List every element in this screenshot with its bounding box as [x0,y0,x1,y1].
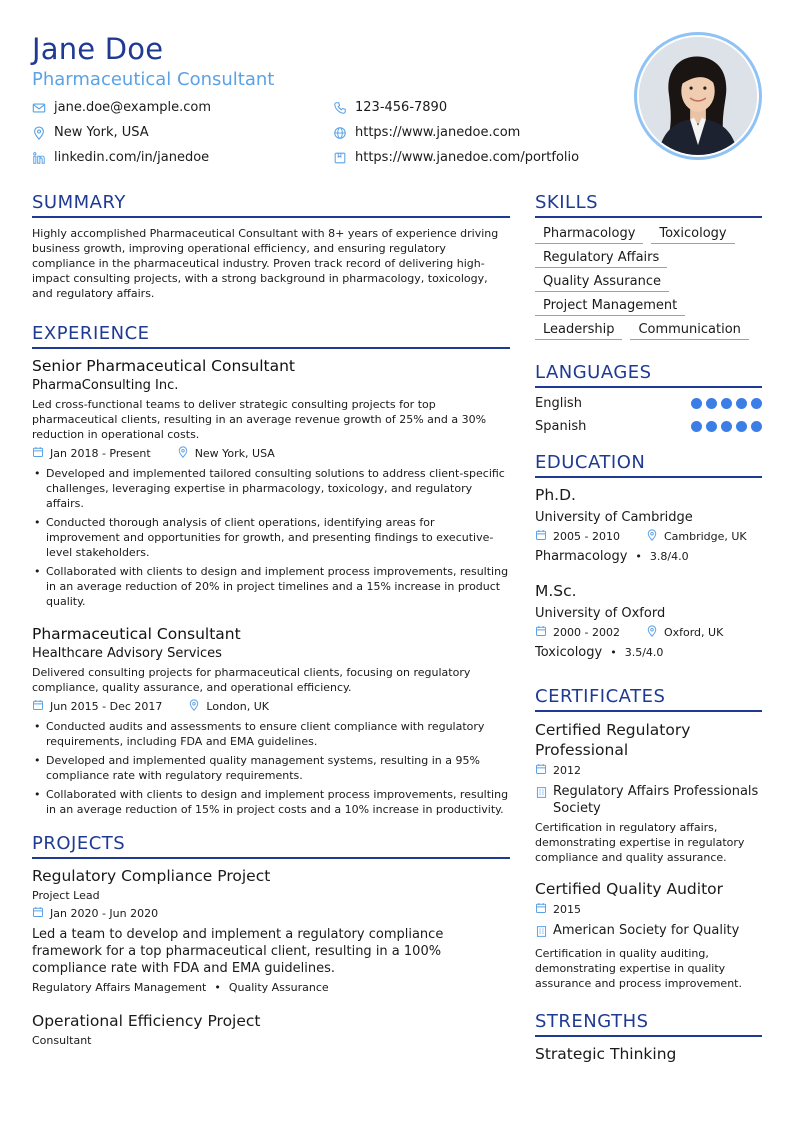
education-location: Cambridge, UK [663,530,747,543]
job-location: New York, USA [194,447,275,460]
project-meta [32,906,510,921]
project-tag: Regulatory Affairs Management [32,981,207,994]
certificate-description: Certification in quality auditing, demonstrating expertise in quality assurance and process improvement. [535,947,742,990]
right-column [535,192,762,1063]
email-text: jane.doe@example.com [54,100,212,115]
skill-tag: Communication [630,322,748,340]
location-icon [32,126,46,140]
education-dates: 2000 - 2002 [553,626,620,639]
contact-website[interactable] [333,125,520,140]
experience-heading: EXPERIENCE [32,323,510,349]
avatar [639,37,757,155]
profile-photo [634,32,762,160]
language-name: English [535,396,582,411]
calendar-icon [535,902,547,917]
bullet-separator: • [635,550,642,563]
education-heading: EDUCATION [535,452,762,478]
resume-header [32,32,762,172]
project-role: Project Lead [32,889,100,902]
field-of-study: Pharmacology [535,549,628,564]
job-company: Healthcare Advisory Services [32,646,222,661]
education-meta [535,625,762,640]
project-name: Regulatory Compliance Project [32,867,271,885]
gpa: 3.8/4.0 [649,550,689,563]
job-entry [32,625,510,817]
building-icon [535,922,548,943]
summary-text: Highly accomplished Pharmaceutical Consultant with 8+ years of experience driving business growth, improving operational efficiency, and ensuring regulatory compliance in the pharmaceutical industry. Proven track record of delivering high-impact consulting projects, with a strong background in pharmacology, toxicology, and regulatory affairs. [32,227,499,300]
education-section [535,452,762,660]
certificate-name: Certified Regulatory Professional [535,721,691,759]
list-item: • Collaborated with clients to design and implement process improvements, resulting in an average reduction of 20% in project timelines and a 15% increase in product quality. [32,564,510,609]
field-of-study: Toxicology [535,645,603,660]
certificate-issuer [535,783,762,817]
certificate-year: 2012 [553,764,581,777]
left-column [32,192,510,1065]
candidate-name: Jane Doe [32,32,164,66]
level-dot [736,421,747,432]
list-item: • Conducted thorough analysis of client operations, identifying areas for improvement and opportunities for growth, and presenting findings to executive-level stakeholders. [32,515,510,560]
education-location: Oxford, UK [663,626,724,639]
degree: M.Sc. [535,582,577,600]
education-grade [535,549,762,564]
level-dot [721,421,732,432]
projects-heading: PROJECTS [32,833,510,859]
project-tags [32,981,510,994]
calendar-icon [32,446,44,461]
bullet-separator: • [610,646,617,659]
certificate-name: Certified Quality Auditor [535,880,723,898]
job-meta [32,699,510,714]
location-icon [177,446,189,461]
job-dates: Jan 2018 - Present [50,447,151,460]
portfolio-icon [333,151,347,165]
strengths-heading: STRENGTHS [535,1011,762,1037]
calendar-icon [535,529,547,544]
calendar-icon [32,699,44,714]
languages-section [535,362,762,434]
education-meta [535,529,762,544]
list-item: • Developed and implemented tailored consulting solutions to address client-specific challenges, leveraging expertise in pharmacology, toxicology, and regulatory affairs. [32,466,510,511]
certificate-entry [535,879,762,991]
summary-heading: SUMMARY [32,192,510,218]
location-text: New York, USA [54,125,149,140]
list-item: • Collaborated with clients to design and implement process improvements, resulting in an average reduction of 15% in project costs and a 10% increase in productivity. [32,787,510,817]
location-icon [646,625,658,640]
skill-tag: Quality Assurance [535,274,669,292]
level-dot [706,398,717,409]
location-icon [188,699,200,714]
job-bullets [32,466,510,609]
strength-item: Strategic Thinking [535,1045,677,1063]
skill-tag: Regulatory Affairs [535,250,667,268]
skill-tag: Leadership [535,322,622,340]
language-name: Spanish [535,419,587,434]
globe-icon [333,126,347,140]
project-entry [32,1012,510,1047]
list-item: • Developed and implemented quality management systems, resulting in a 95% compliance rate with regulatory requirements. [32,753,510,783]
skill-tag: Project Management [535,298,685,316]
portfolio-text: https://www.janedoe.com/portfolio [355,150,580,165]
email-icon [32,101,46,115]
degree: Ph.D. [535,486,576,504]
contact-email[interactable] [32,100,211,115]
skill-tag: Pharmacology [535,226,643,244]
gpa: 3.5/4.0 [624,646,664,659]
project-tag: Quality Assurance [228,981,329,994]
job-bullets [32,719,510,817]
language-level [691,421,762,432]
list-item: • Conducted audits and assessments to ensure client compliance with regulatory requirements, including FDA and EMA guidelines. [32,719,510,749]
project-name: Operational Efficiency Project [32,1012,261,1030]
language-row [535,396,762,411]
linkedin-icon [32,151,46,165]
education-entry [535,582,762,660]
calendar-icon [535,625,547,640]
skills-list [535,226,762,340]
job-location: London, UK [206,700,270,713]
education-grade [535,645,762,660]
calendar-icon [535,763,547,778]
contact-portfolio[interactable] [333,150,579,165]
level-dot [751,398,762,409]
issuer-name: American Society for Quality [553,923,740,938]
job-dates: Jun 2015 - Dec 2017 [50,700,163,713]
skill-tag: Toxicology [651,226,734,244]
job-role: Pharmaceutical Consultant [32,625,241,643]
languages-heading: LANGUAGES [535,362,762,388]
projects-section [32,833,510,1047]
language-row [535,419,762,434]
contact-location [32,125,149,140]
candidate-title: Pharmaceutical Consultant [32,69,275,90]
phone-icon [333,101,347,115]
certificate-issuer [535,922,762,943]
certificate-year: 2015 [553,903,581,916]
job-description: Led cross-functional teams to deliver strategic consulting projects for top pharmaceutical clients, resulting in an average revenue growth of 25% and a 30% reduction in operational costs. [32,398,487,441]
certificate-meta [535,902,762,917]
contact-phone[interactable] [333,100,447,115]
project-dates: Jan 2020 - Jun 2020 [50,907,159,920]
job-description: Delivered consulting projects for pharmaceutical clients, focusing on regulatory compliance, quality assurance, and operational efficiency. [32,666,471,694]
job-company: PharmaConsulting Inc. [32,378,179,393]
contact-linkedin[interactable] [32,150,209,165]
school: University of Oxford [535,606,666,621]
experience-section [32,323,510,817]
certificate-description: Certification in regulatory affairs, demonstrating expertise in regulatory compliance and quality assurance. [535,821,745,864]
level-dot [691,421,702,432]
level-dot [721,398,732,409]
language-level [691,398,762,409]
skills-section [535,192,762,340]
bullet-separator: • [214,981,221,994]
job-entry [32,357,510,609]
certificate-entry [535,720,762,865]
certificate-meta [535,763,762,778]
school: University of Cambridge [535,510,693,525]
level-dot [691,398,702,409]
building-icon [535,783,548,804]
job-meta [32,446,510,461]
education-dates: 2005 - 2010 [553,530,620,543]
location-icon [646,529,658,544]
job-role: Senior Pharmaceutical Consultant [32,357,295,375]
level-dot [706,421,717,432]
summary-section [32,192,510,301]
level-dot [751,421,762,432]
phone-text: 123-456-7890 [355,100,448,115]
project-role: Consultant [32,1034,92,1047]
linkedin-text: linkedin.com/in/janedoe [54,150,210,165]
calendar-icon [32,906,44,921]
education-entry [535,486,762,564]
project-description: Led a team to develop and implement a regulatory compliance framework for a top pharmaceutical client, resulting in a 100% compliance rate with FDA and EMA guidelines. [32,927,444,976]
website-text: https://www.janedoe.com [355,125,521,140]
project-entry [32,867,510,994]
certificates-heading: CERTIFICATES [535,686,762,712]
strengths-section [535,1011,762,1063]
level-dot [736,398,747,409]
issuer-name: Regulatory Affairs Professionals Society [553,784,759,816]
skills-heading: SKILLS [535,192,762,218]
certificates-section [535,686,762,991]
